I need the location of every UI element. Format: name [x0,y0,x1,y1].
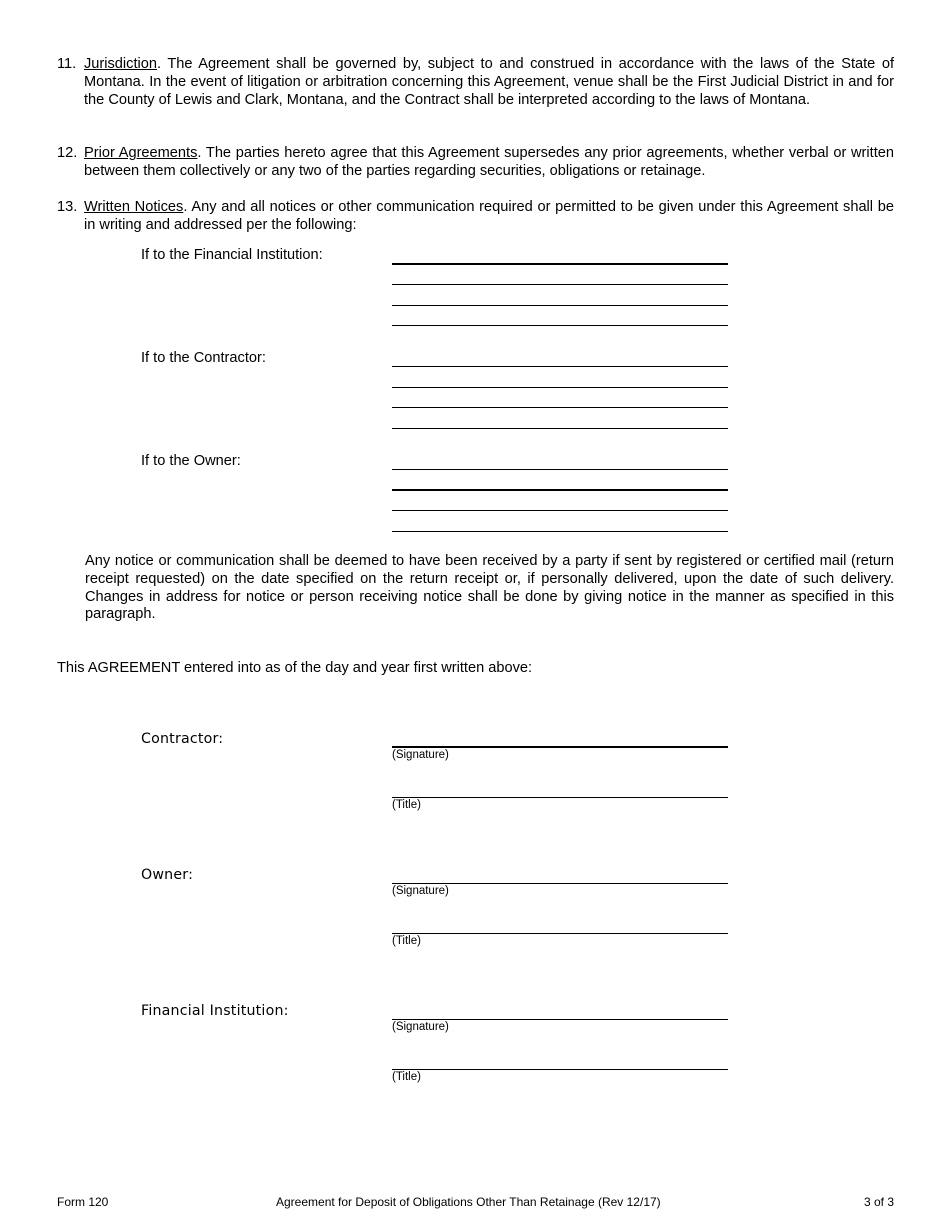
address-line-financial-institution-2[interactable] [392,284,728,285]
clause-heading: Prior Agreements [84,145,198,161]
clause-text: . The parties hereto agree that this Agreement supersedes any prior agreements, whether verbal or written between them collectively or any two of the parties regarding securities, obligations or retainage. [84,145,894,179]
signatory-label-financial-institution: Financial Institution: [141,1003,289,1019]
title-caption: (Title) [392,935,421,947]
address-line-financial-institution-1[interactable] [392,263,728,265]
footer-form-number: Form 120 [57,1195,109,1209]
financial-institution-signature-line[interactable] [392,1019,728,1020]
clause-heading: Written Notices [84,199,184,215]
financial-institution-title-line[interactable] [392,1069,728,1070]
address-line-contractor-4[interactable] [392,428,728,429]
notice-paragraph: Any notice or communication shall be deemed to have been received by a party if sent by registered or certified mail (return receipt requested) on the date specified on the return receipt or, if personally delivered, upon the date of such delivery. Changes in address for notice or person receiving notice shall be done by giving notice in the manner as specified in this paragraph. [85,553,894,623]
contractor-signature-line[interactable] [392,746,728,748]
address-line-owner-3[interactable] [392,510,728,511]
contractor-title-line[interactable] [392,797,728,798]
owner-title-line[interactable] [392,933,728,934]
clause-11 [57,56,894,109]
notice-label-financial-institution: If to the Financial Institution: [141,247,323,263]
clause-number: 12. [57,145,78,161]
notice-label-contractor: If to the Contractor: [141,350,266,366]
address-line-contractor-2[interactable] [392,387,728,388]
clause-text: . Any and all notices or other communication required or permitted to be given under this Agreement shall be in writing and addressed per the following: [84,199,895,233]
signatory-label-contractor: Contractor: [141,731,224,747]
footer-title: Agreement for Deposit of Obligations Other Than Retainage (Rev 12/17) [276,1195,661,1209]
address-line-owner-1[interactable] [392,469,728,470]
address-line-financial-institution-3[interactable] [392,305,728,306]
address-line-contractor-1[interactable] [392,366,728,367]
clause-13 [57,199,894,235]
agreement-statement: This AGREEMENT entered into as of the day and year first written above: [57,660,533,676]
owner-signature-line[interactable] [392,883,728,884]
address-line-owner-2[interactable] [392,489,728,491]
notice-label-owner: If to the Owner: [141,453,241,469]
signature-caption: (Signature) [392,749,449,761]
signature-caption: (Signature) [392,885,449,897]
clause-text: . The Agreement shall be governed by, subject to and construed in accordance with the laws of the State of Montana. In the event of litigation or arbitration concerning this Agreement, venue shall be the First Judicial District in and for the County of Lewis and Clark, Montana, and the Contract shall be interpreted according to the laws of Montana. [84,56,894,108]
address-line-owner-4[interactable] [392,531,728,532]
address-line-financial-institution-4[interactable] [392,325,728,326]
clause-number: 13. [57,199,78,215]
title-caption: (Title) [392,799,421,811]
clause-heading: Jurisdiction [84,56,157,72]
address-line-contractor-3[interactable] [392,407,728,408]
title-caption: (Title) [392,1071,421,1083]
signature-caption: (Signature) [392,1021,449,1033]
clause-12 [57,145,894,181]
footer-page-number: 3 of 3 [863,1195,894,1209]
signatory-label-owner: Owner: [141,867,194,883]
clause-number: 11. [57,56,77,72]
